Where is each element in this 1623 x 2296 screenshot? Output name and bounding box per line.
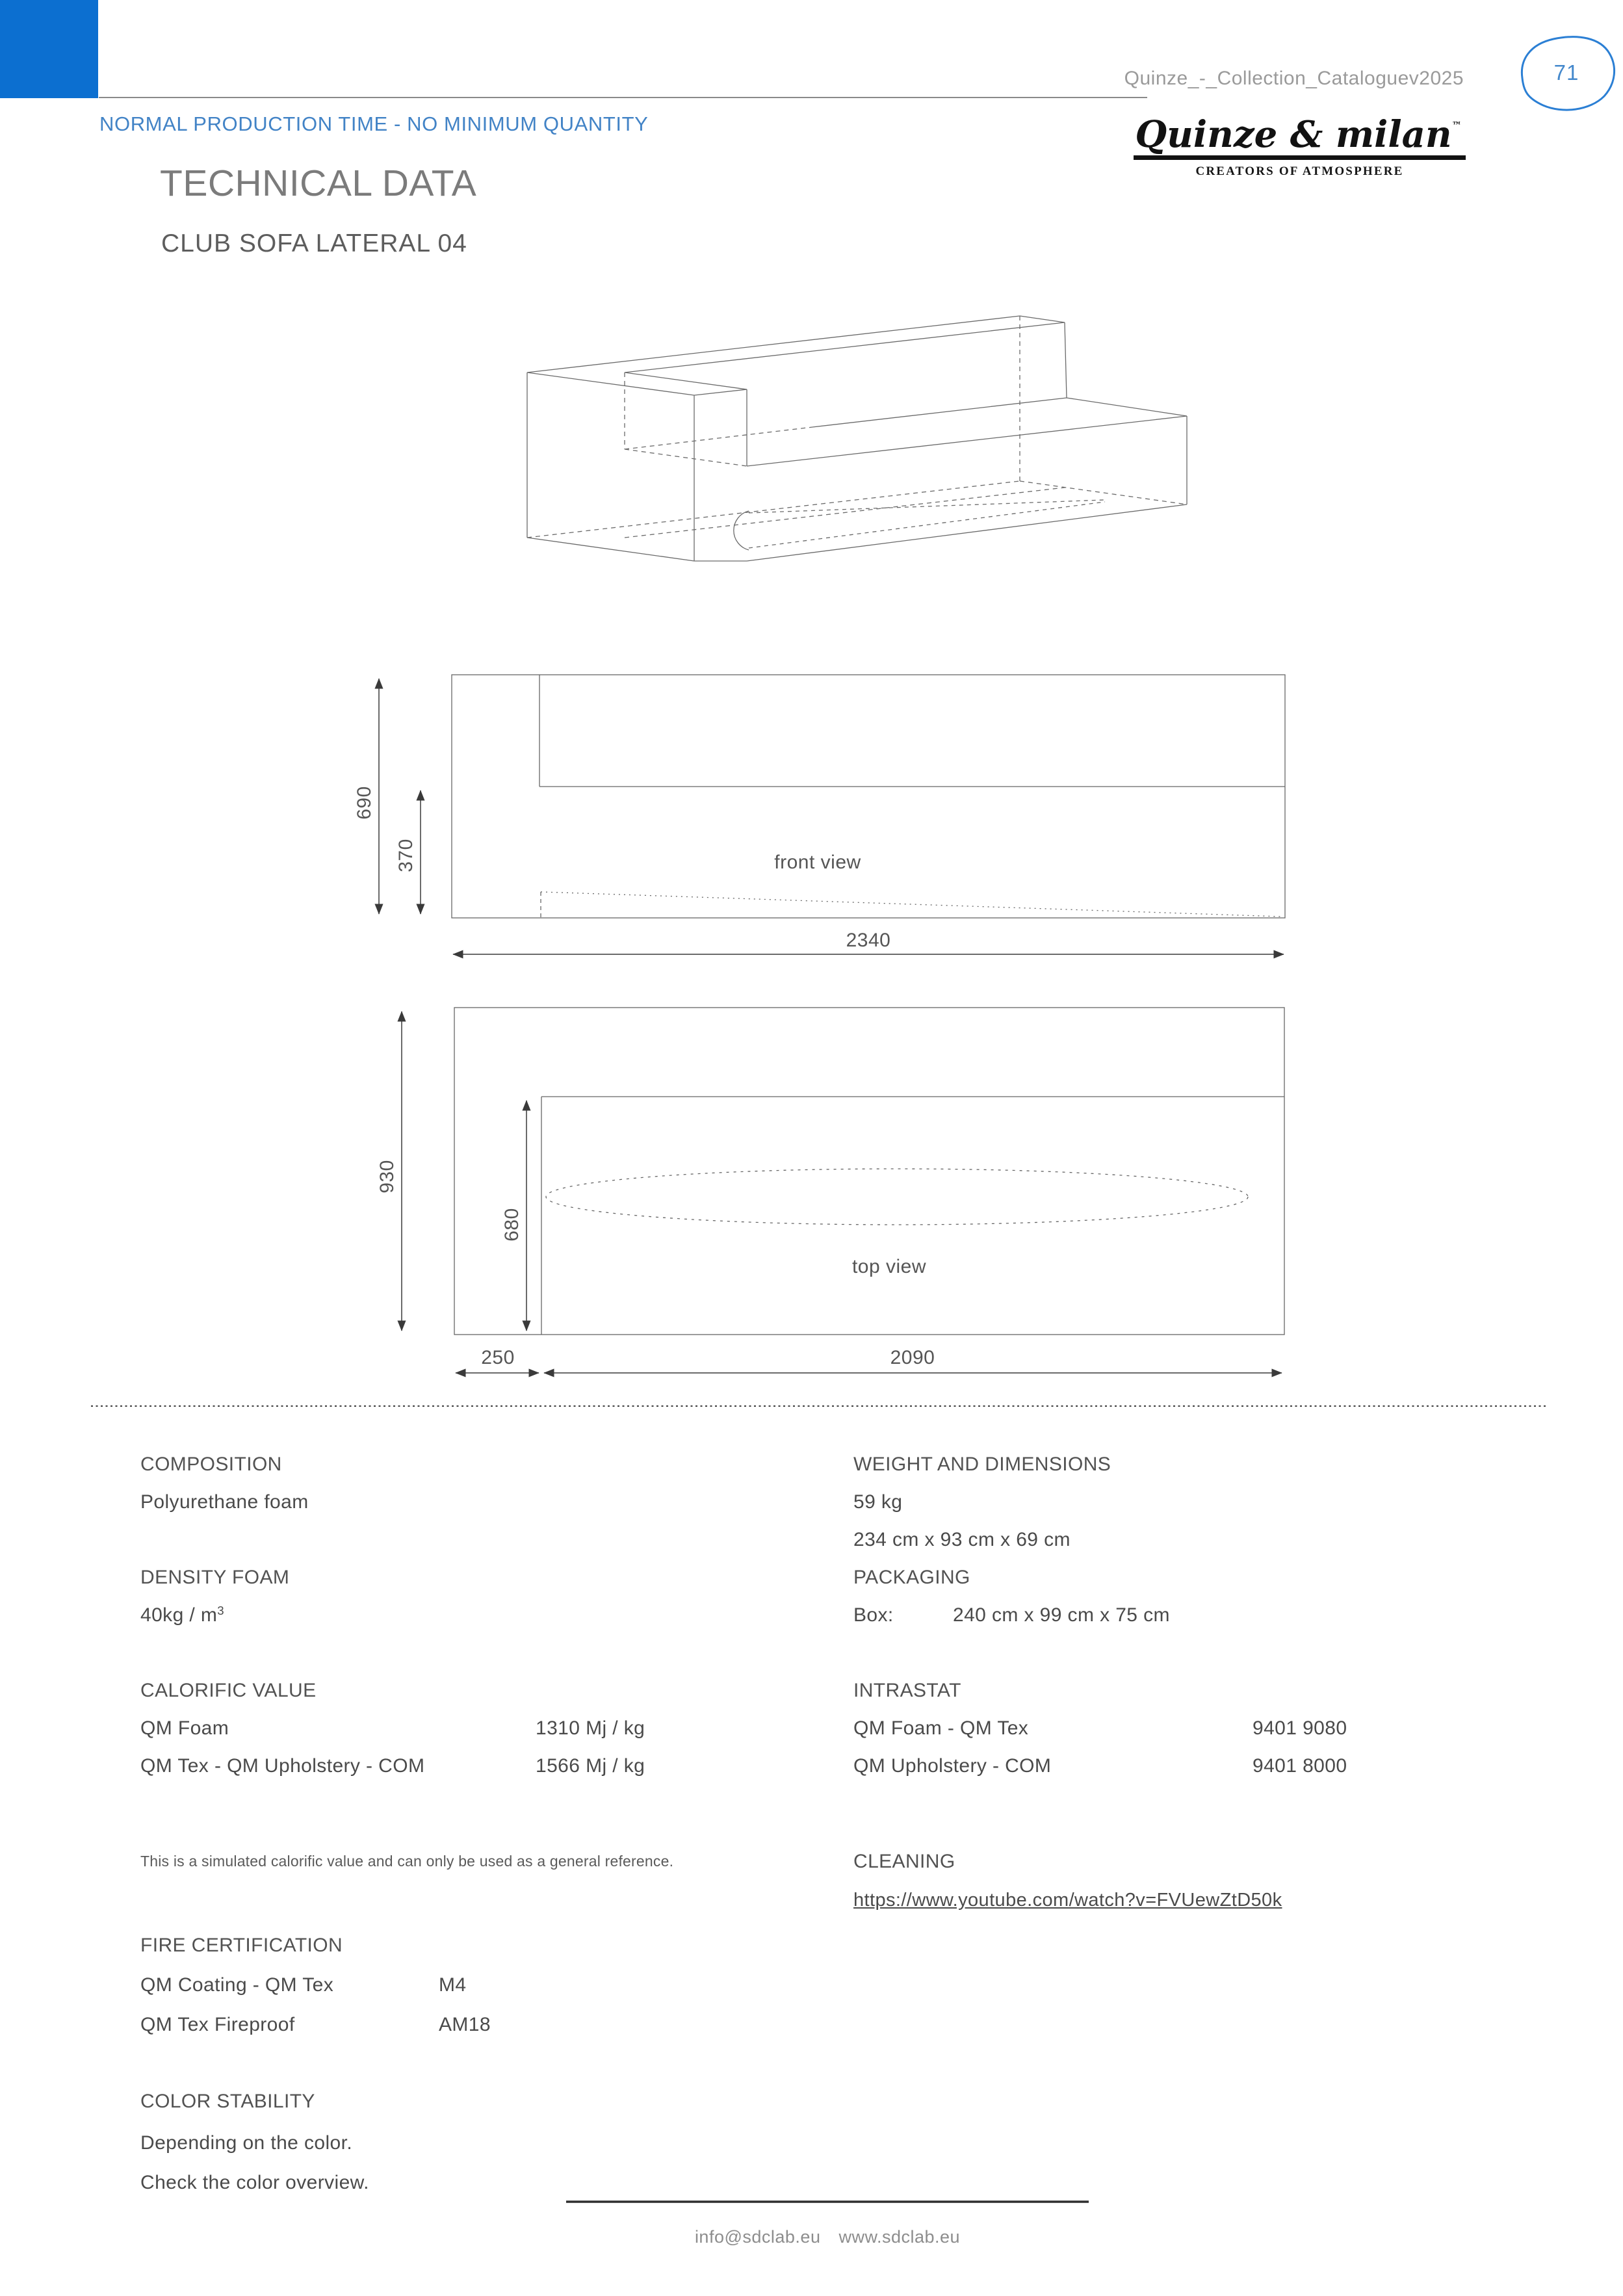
color-stability-line: Check the color overview.	[140, 2172, 369, 2193]
brand-logo-text: Quinze & milan	[1135, 113, 1452, 156]
top-view-seat-lines	[541, 1097, 1284, 1335]
fire-heading: FIRE CERTIFICATION	[140, 1935, 343, 1956]
catalogue-filename: Quinze_-_Collection_Cataloguev2025	[1124, 68, 1464, 89]
front-view-outline	[452, 675, 1285, 918]
iso-hidden-edges	[527, 316, 1187, 538]
dim-label-height-total: 690	[354, 786, 375, 820]
density-value-text: 40kg / m	[140, 1604, 218, 1626]
front-view-bolster-dotted	[541, 892, 1281, 917]
color-stability-line: Depending on the color.	[140, 2132, 353, 2154]
page-number: 71	[1553, 60, 1579, 85]
composition-value: Polyurethane foam	[140, 1491, 309, 1513]
dim-label-side-width: 250	[481, 1347, 515, 1368]
weight-value: 59 kg	[853, 1491, 903, 1513]
production-note: NORMAL PRODUCTION TIME - NO MINIMUM QUANTITY	[99, 112, 649, 135]
front-view-dimensions	[379, 679, 1284, 954]
footer-website: www.sdclab.eu	[838, 2227, 961, 2247]
dim-label-depth-total: 930	[376, 1160, 398, 1194]
density-value	[140, 1604, 224, 1627]
calorific-row-label: QM Tex - QM Upholstery - COM	[140, 1755, 425, 1777]
iso-solid-edges	[527, 316, 1187, 561]
fire-row-label: QM Tex Fireproof	[140, 2014, 295, 2035]
page-title: TECHNICAL DATA	[160, 163, 477, 204]
cleaning-video-link[interactable]: https://www.youtube.com/watch?v=FVUewZtD50k	[853, 1890, 1282, 1911]
top-view-label: top view	[851, 1256, 927, 1277]
packaging-heading: PACKAGING	[853, 1567, 970, 1588]
composition-heading: COMPOSITION	[140, 1454, 282, 1475]
dim-label-height-seat: 370	[395, 839, 417, 872]
fire-row-value: M4	[439, 1974, 467, 1996]
front-view-label: front view	[774, 852, 861, 873]
product-name: CLUB SOFA LATERAL 04	[161, 229, 467, 257]
top-view-bolster-ellipse	[546, 1169, 1248, 1225]
top-view-outline	[454, 1008, 1284, 1335]
brand-tagline: CREATORS OF ATMOSPHERE	[1195, 164, 1404, 178]
intrastat-heading: INTRASTAT	[853, 1680, 961, 1701]
intrastat-row-label: QM Foam - QM Tex	[853, 1717, 1029, 1739]
front-view-seat-lines	[539, 675, 1285, 787]
page-number-badge-outline	[1522, 37, 1614, 110]
calorific-row-value: 1566 Mj / kg	[536, 1755, 645, 1777]
iso-3d-drawing	[527, 316, 1187, 561]
trademark-symbol: ™	[1451, 120, 1462, 131]
calorific-note: This is a simulated calorific value and can only be used as a general reference.	[140, 1853, 674, 1870]
fire-row-label: QM Coating - QM Tex	[140, 1974, 334, 1996]
color-stability-heading: COLOR STABILITY	[140, 2091, 315, 2112]
bolster-opening-arc	[734, 511, 749, 550]
fire-row-value: AM18	[439, 2014, 491, 2035]
top-view-drawing	[454, 1008, 1284, 1335]
top-view-dimensions	[402, 1011, 1282, 1373]
dim-label-depth-seat: 680	[501, 1208, 523, 1242]
density-superscript: 3	[217, 1604, 224, 1617]
dim-label-width-total: 2340	[846, 930, 891, 951]
intrastat-row-value: 9401 8000	[1253, 1755, 1347, 1777]
packaging-box-label: Box:	[853, 1604, 894, 1626]
weight-dims-heading: WEIGHT AND DIMENSIONS	[853, 1454, 1111, 1475]
calorific-heading: CALORIFIC VALUE	[140, 1680, 317, 1701]
footer-email: info@sdclab.eu	[694, 2227, 821, 2247]
calorific-row-value: 1310 Mj / kg	[536, 1717, 645, 1739]
cleaning-heading: CLEANING	[853, 1851, 955, 1872]
density-heading: DENSITY FOAM	[140, 1567, 290, 1588]
calorific-row-label: QM Foam	[140, 1717, 229, 1739]
bolster-hidden-lines	[749, 500, 1105, 548]
dimensions-value: 234 cm x 93 cm x 69 cm	[853, 1529, 1071, 1550]
packaging-box-value: 240 cm x 99 cm x 75 cm	[953, 1604, 1170, 1626]
dim-label-seat-width: 2090	[890, 1347, 935, 1368]
footer-contact	[567, 2226, 1087, 2247]
intrastat-row-label: QM Upholstery - COM	[853, 1755, 1052, 1777]
intrastat-row-value: 9401 9080	[1253, 1717, 1347, 1739]
front-view-drawing	[452, 675, 1285, 918]
